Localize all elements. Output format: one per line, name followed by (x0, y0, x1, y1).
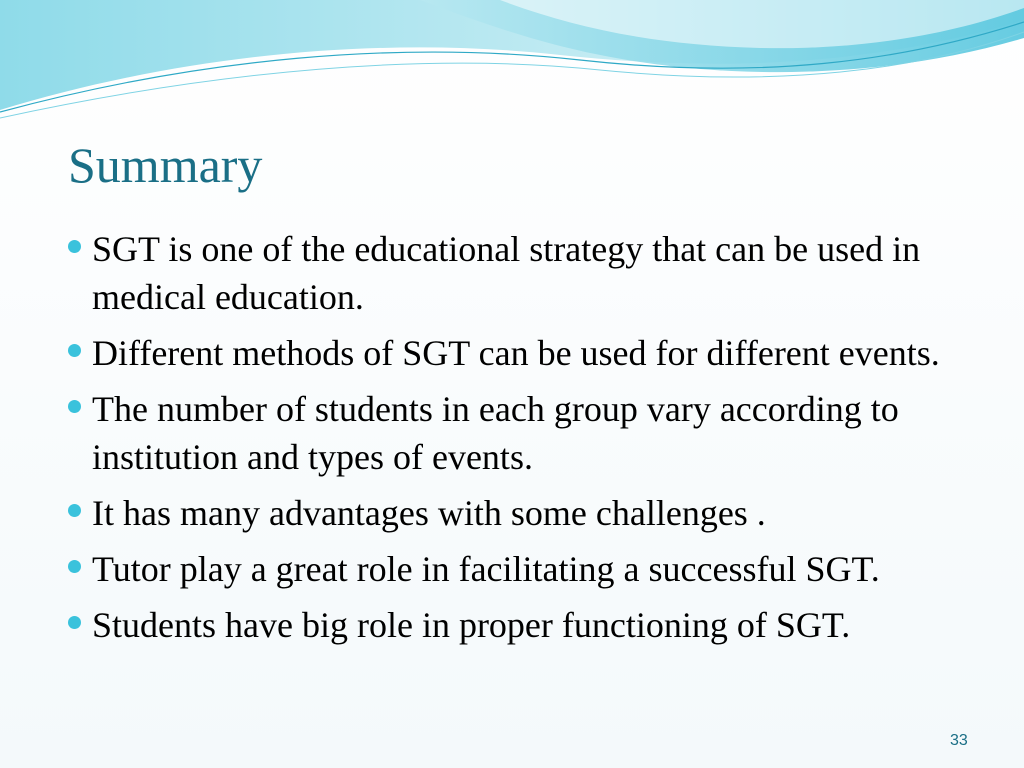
bullet-text: Different methods of SGT can be used for different events. (92, 333, 940, 373)
bullet-circle-icon (68, 616, 81, 629)
bullet-text: The number of students in each group vary according to institution and types of events. (92, 389, 899, 477)
list-item (62, 329, 962, 377)
list-item (62, 489, 962, 537)
page-number: 33 (950, 732, 968, 749)
bullet-list (62, 225, 962, 657)
bullet-circle-icon (68, 344, 81, 357)
bullet-circle-icon (68, 504, 81, 517)
bullet-text: It has many advantages with some challenges . (92, 493, 766, 533)
list-item (62, 385, 962, 481)
bullet-text: Students have big role in proper functioning of SGT. (92, 605, 851, 645)
bullet-circle-icon (68, 240, 81, 253)
header-wave-decoration (0, 0, 1024, 130)
list-item (62, 601, 962, 649)
bullet-circle-icon (68, 400, 81, 413)
bullet-circle-icon (68, 560, 81, 573)
bullet-text: SGT is one of the educational strategy that can be used in medical education. (92, 229, 921, 317)
list-item (62, 545, 962, 593)
slide-title: Summary (68, 137, 263, 193)
bullet-text: Tutor play a great role in facilitating a successful SGT. (92, 549, 880, 589)
list-item (62, 225, 962, 321)
